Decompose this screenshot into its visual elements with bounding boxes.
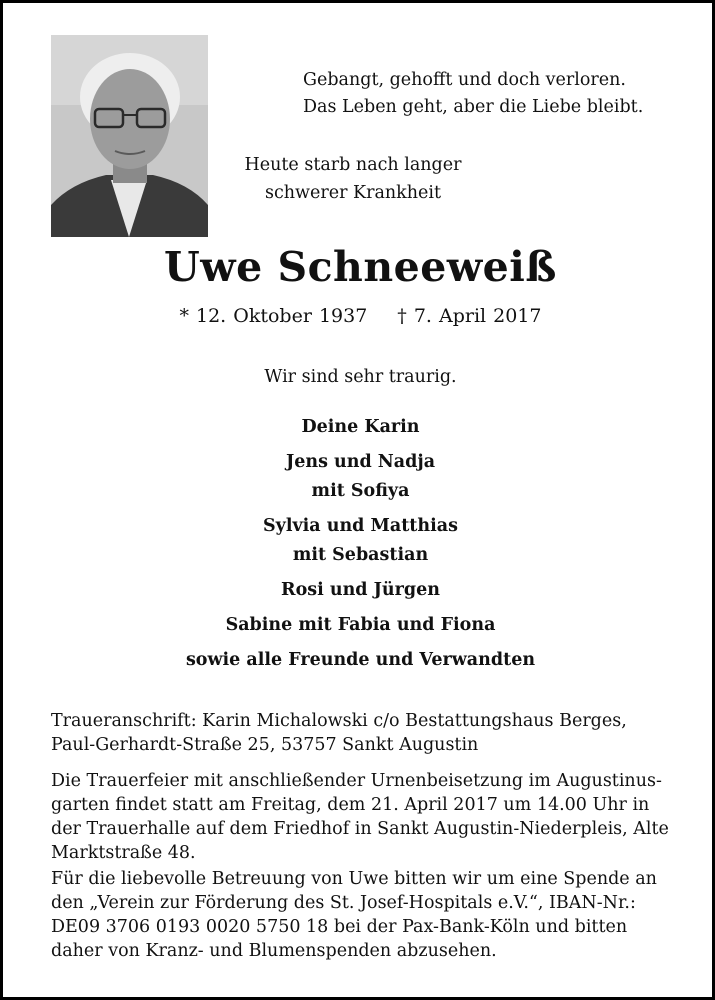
mourner-group bbox=[3, 576, 715, 605]
donation-line: den „Verein zur Förderung des St. Josef-Hospitals e.V.“, IBAN-Nr.: bbox=[51, 893, 636, 913]
donation-line: Für die liebevolle Betreuung von Uwe bitten wir um eine Spende an bbox=[51, 869, 657, 889]
mourner-group bbox=[3, 611, 715, 640]
address-line: Paul-Gerhardt-Straße 25, 53757 Sankt Augustin bbox=[51, 735, 479, 755]
mourner-group bbox=[3, 512, 715, 570]
mourner-group bbox=[3, 646, 715, 675]
funeral-details bbox=[51, 769, 671, 865]
address-line: Traueranschrift: Karin Michalowski c/o Bestattungshaus Berges, bbox=[51, 711, 627, 731]
verse-line: Gebangt, gehofft und doch verloren. bbox=[303, 70, 626, 90]
portrait-image bbox=[51, 35, 208, 237]
mourner-line: Rosi und Jürgen bbox=[281, 580, 440, 600]
announcement bbox=[243, 151, 463, 207]
verse bbox=[303, 67, 663, 121]
mourner-line: Sylvia und Matthias bbox=[263, 516, 458, 536]
verse-line: Das Leben geht, aber die Liebe bleibt. bbox=[303, 97, 644, 117]
mourner-line: mit Sebastian bbox=[292, 545, 429, 565]
mourning-address bbox=[51, 709, 671, 757]
mourner-line: Deine Karin bbox=[301, 417, 420, 437]
donation-line: daher von Kranz- und Blumenspenden abzusehen. bbox=[51, 941, 497, 961]
birth-date: * 12. Oktober 1937 bbox=[179, 305, 368, 327]
death-date: † 7. April 2017 bbox=[397, 305, 542, 327]
mourners-list bbox=[3, 413, 715, 681]
ceremony-line: Marktstraße 48. bbox=[51, 843, 196, 863]
mourner-line: Sabine mit Fabia und Fiona bbox=[225, 615, 496, 635]
portrait-photo bbox=[51, 35, 208, 237]
life-dates bbox=[3, 305, 715, 327]
grief-line: Wir sind sehr traurig. bbox=[264, 367, 457, 387]
mourner-line: Jens und Nadja bbox=[285, 452, 436, 472]
announcement-line: Heute starb nach langer bbox=[244, 155, 462, 175]
mourner-group bbox=[3, 448, 715, 506]
donation-line: DE09 3706 0193 0020 5750 18 bei der Pax-Bank-Köln und bitten bbox=[51, 917, 628, 937]
donation-request bbox=[51, 867, 671, 963]
ceremony-line: garten findet statt am Freitag, dem 21. April 2017 um 14.00 Uhr in bbox=[51, 795, 650, 815]
deceased-name: Uwe Schneeweiß bbox=[164, 243, 557, 291]
mourner-line: sowie alle Freunde und Verwandten bbox=[185, 650, 536, 670]
ceremony-line: der Trauerhalle auf dem Friedhof in Sankt Augustin-Niederpleis, Alte bbox=[51, 819, 669, 839]
mourner-group bbox=[3, 413, 715, 442]
mourner-line: mit Sofiya bbox=[311, 481, 410, 501]
ceremony-line: Die Trauerfeier mit anschließender Urnenbeisetzung im Augustinus- bbox=[51, 771, 662, 791]
announcement-line: schwerer Krankheit bbox=[264, 183, 442, 203]
